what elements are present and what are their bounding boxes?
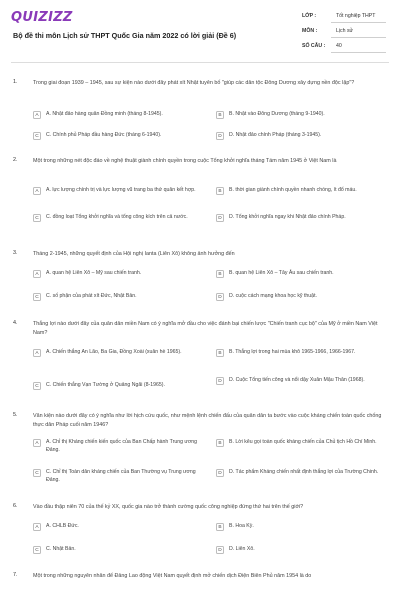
option-c[interactable] [33,293,203,301]
question-text: Một trong những nguyên nhân để Đảng Lao động Việt Nam quyết định mở chiến dịch Điện Biên Phủ năm 1954 là do [33,573,312,579]
option-text: A. Chiến thắng An Lão, Ba Gia, Đồng Xoài (xuân hè 1965). [46,349,182,355]
question-number: 2. [13,157,18,163]
option-text: D. cuộc cách mạng khoa học kỹ thuật. [229,293,317,299]
option-letter-box: A [33,439,41,447]
option-text: A. CHLB Đức. [46,523,79,529]
meta-label-subject: MÔN : [302,28,318,34]
option-text: B. Nhật vào Đông Dương (tháng 9-1940). [229,111,325,117]
quizizz-logo: QUIZIZZ [11,10,73,25]
option-text: D. Cuộc Tổng tiến công và nổi dậy Xuân Mậu Thân (1968). [229,377,365,383]
meta-label-count: SỐ CÂU : [302,43,326,49]
question-number: 6. [13,503,18,509]
option-letter-box: D [216,377,224,385]
meta-value-class: Tốt nghiệp THPT [331,13,386,23]
option-a[interactable] [33,349,203,357]
option-text: A. quan hệ Liên Xô – Mỹ sau chiến tranh. [46,270,142,276]
option-letter-box: B [216,111,224,119]
option-text: A. Chỉ thị Kháng chiến kiến quốc của Ban Chấp hành Trung ương Đảng. [46,439,198,453]
option-b[interactable] [216,111,381,119]
meta-panel [302,13,386,58]
option-text: B. Lời kêu gọi toàn quốc kháng chiến của Chủ tịch Hồ Chí Minh. [229,439,377,445]
option-c[interactable] [33,469,203,484]
option-text: B. quan hệ Liên Xô – Tây Âu sau chiến tranh. [229,270,334,276]
question-text: Vào đầu thập niên 70 của thế kỷ XX, quốc gia nào trở thành cường quốc công nghiệp đứng thứ hai trên thế giới? [33,504,304,510]
option-text: B. Hoa Kỳ. [229,523,254,529]
meta-row-subject [302,28,386,43]
option-text: C. Chiến thắng Vạn Tường ở Quảng Ngãi (8-1965). [46,382,165,388]
option-text: C. đồng loạt Tổng khởi nghĩa và tổng công kích trên cả nước. [46,214,188,220]
option-text: A. lực lượng chính trị và lực lượng vũ trang ba thứ quân kết hợp. [46,187,196,193]
option-text: C. Chỉ thị Toàn dân kháng chiến của Ban Thường vụ Trung ương Đảng. [46,469,196,483]
option-text: C. Chính phủ Pháp đầu hàng Đức (tháng 6-1940). [46,132,162,138]
option-letter-box: B [216,439,224,447]
option-d[interactable] [216,469,381,477]
question-text: Văn kiện nào dưới đây có ý nghĩa như lời hịch cứu quốc, như mệnh lệnh chiến đấu của quân dân ta bước vào cuộc kháng chiến toàn quốc chống thực dân Pháp cuối năm 1946? [33,413,382,428]
question-number: 4. [13,320,18,326]
option-letter-box: D [216,132,224,140]
option-letter-box: C [33,546,41,554]
option-text: B. Thắng lợi trong hai mùa khô 1965-1966, 1966-1967. [229,349,356,355]
option-d[interactable] [216,546,381,554]
option-letter-box: A [33,111,41,119]
option-letter-box: A [33,270,41,278]
option-letter-box: B [216,523,224,531]
option-letter-box: A [33,349,41,357]
option-c[interactable] [33,546,203,554]
option-text: D. Tác phẩm Kháng chiến nhất định thắng lợi của Trường Chinh. [229,469,379,475]
option-letter-box: C [33,293,41,301]
option-c[interactable] [33,132,203,140]
question-text: Thắng lợi nào dưới đây của quân dân miền Nam có ý nghĩa mở đầu cho việc đánh bại chiến lược "Chiến tranh cục bộ" của Mỹ ở miền Nam Việt Nam? [33,321,378,336]
header-divider [11,62,389,63]
option-d[interactable] [216,214,381,222]
question-text: Tháng 2-1945, những quyết định của Hội nghị Ianta (Liên Xô) không ảnh hưởng đến [33,251,235,257]
option-letter-box: C [33,382,41,390]
option-d[interactable] [216,293,381,301]
option-letter-box: B [216,270,224,278]
meta-row-count [302,43,386,58]
question-text: Trong giai đoạn 1939 – 1945, sau sự kiện nào dưới đây phát xít Nhật tuyên bố "giúp các dân tộc Đông Dương xây dựng nền độc lập"? [33,80,355,86]
question-number: 5. [13,412,18,418]
option-text: D. Tổng khởi nghĩa ngay khi Nhật đảo chính Pháp. [229,214,346,220]
option-c[interactable] [33,214,203,222]
option-b[interactable] [216,187,381,195]
option-text: C. Nhật Bản. [46,546,76,552]
meta-value-subject: Lịch sử [331,28,386,38]
option-d[interactable] [216,377,381,385]
meta-label-class: LỚP : [302,13,317,19]
option-letter-box: D [216,546,224,554]
option-b[interactable] [216,523,381,531]
question-text: Một trong những nét độc đáo về nghệ thuật giành chính quyền trong cuộc Tổng khởi nghĩa tháng Tám năm 1945 ở Việt Nam là [33,158,337,164]
option-text: D. Nhật đảo chính Pháp (tháng 3-1945). [229,132,322,138]
option-a[interactable] [33,111,203,119]
option-a[interactable] [33,270,203,278]
question-number: 1. [13,79,18,85]
option-letter-box: B [216,349,224,357]
option-letter-box: C [33,469,41,477]
option-letter-box: B [216,187,224,195]
option-b[interactable] [216,349,381,357]
option-letter-box: D [216,469,224,477]
option-letter-box: A [33,523,41,531]
option-a[interactable] [33,439,203,454]
option-b[interactable] [216,439,381,447]
option-letter-box: C [33,214,41,222]
option-letter-box: D [216,214,224,222]
option-text: C. số phận của phát xít Đức, Nhật Bản. [46,293,137,299]
option-text: D. Liên Xô. [229,546,255,552]
option-letter-box: D [216,293,224,301]
option-a[interactable] [33,523,203,531]
option-text: B. thời gian giành chính quyền nhanh chóng, ít đổ máu. [229,187,357,193]
option-letter-box: C [33,132,41,140]
question-number: 3. [13,250,18,256]
option-letter-box: A [33,187,41,195]
option-b[interactable] [216,270,381,278]
option-c[interactable] [33,382,203,390]
option-text: A. Nhật đảo hàng quân Đồng minh (tháng 8-1945). [46,111,163,117]
meta-row-class [302,13,386,28]
document-title: Bộ đề thi môn Lịch sử THPT Quốc Gia năm 2022 có lời giải (Đề 6) [13,31,237,40]
meta-value-count: 40 [331,43,386,53]
question-number: 7. [13,572,18,578]
option-d[interactable] [216,132,381,140]
option-a[interactable] [33,187,203,195]
